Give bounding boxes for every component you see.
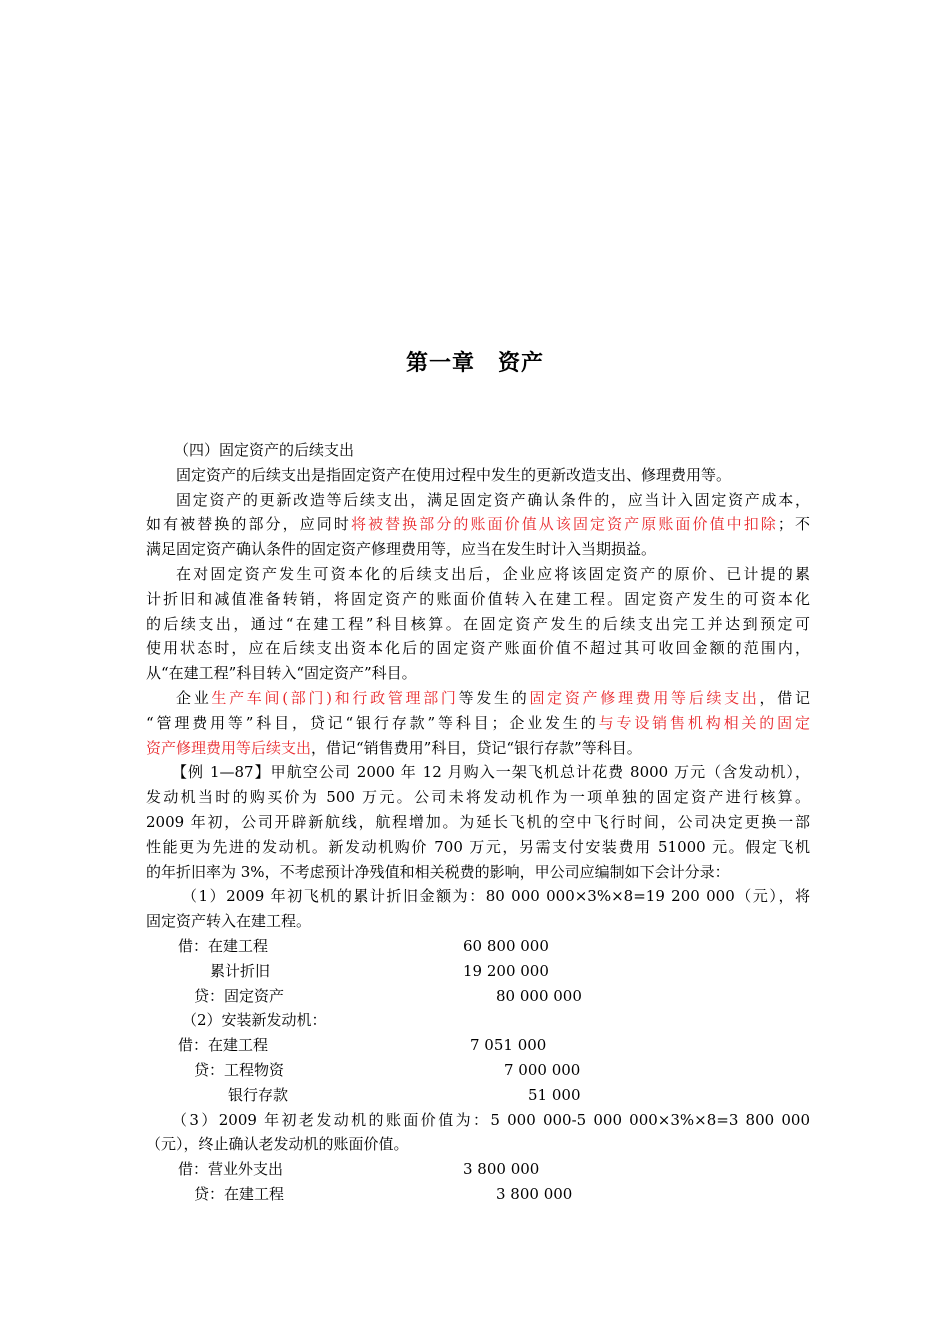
highlight-text: 生产车间(部门)和行政管理部门 — [211, 688, 459, 707]
highlight-text: 资产修理费用等后续支出 — [146, 738, 312, 757]
paragraph-2-line-3: 满足固定资产确认条件的固定资产修理费用等，应当在发生时计入当期损益。 — [146, 540, 657, 559]
paragraph-4-line-1: 企业生产车间(部门)和行政管理部门等发生的固定资产修理费用等后续支出，借记 — [176, 688, 810, 707]
paragraph-2-line-1: 固定资产的更新改造等后续支出，满足固定资产确认条件的，应当计入固定资产成本， — [176, 490, 810, 509]
example-line-4: 性能更为先进的发动机。新发动机购价 700 万元，另需支付安装费用 51000 元。假定飞机 — [146, 837, 810, 856]
journal-entry-row: 借：在建工程 60 800 000 — [178, 936, 549, 955]
paragraph-3-line-4: 使用状态时，应在后续支出资本化后的固定资产账面价值不超过其可收回金额的范围内， — [146, 639, 810, 658]
document-body — [146, 438, 810, 1207]
journal-entry-row: 银行存款 51 000 — [228, 1085, 581, 1104]
step-1-line-2: 固定资产转入在建工程。 — [146, 912, 312, 931]
example-line-2: 发动机当时的购买价为 500 万元。公司未将发动机作为一项单独的固定资产进行核算。 — [146, 788, 810, 807]
step-1-line-1: （1）2009 年初飞机的累计折旧金额为：80 000 000×3%×8=19 200 000（元），将 — [182, 887, 810, 906]
paragraph-1: 固定资产的后续支出是指固定资产在使用过程中发生的更新改造支出、修理费用等。 — [176, 465, 732, 484]
highlight-text: 与专设销售机构相关的固定 — [598, 713, 810, 732]
paragraph-4-line-3: 资产修理费用等后续支出，借记“销售费用”科目，贷记“银行存款”等科目。 — [146, 738, 642, 757]
highlight-text: 固定资产修理费用等后续支出 — [529, 688, 760, 707]
paragraph-3-line-2: 计折旧和减值准备转销，将固定资产的账面价值转入在建工程。固定资产发生的可资本化 — [146, 589, 810, 608]
example-line-5: 的年折旧率为 3%，不考虑预计净残值和相关税费的影响，甲公司应编制如下会计分录： — [146, 862, 730, 881]
paragraph-3-line-3: 的后续支出，通过“在建工程”科目核算。在固定资产发生的后续支出完工并达到预定可 — [146, 614, 810, 633]
highlight-text: 将被替换部分的账面价值从该固定资产原账面价值中扣除 — [350, 515, 778, 534]
section-heading: （四）固定资产的后续支出 — [174, 441, 355, 459]
example-line-1: 【例 1—87】甲航空公司 2000 年 12 月购入一架飞机总计花费 8000 万元（含发动机）， — [172, 763, 810, 782]
paragraph-2-line-2: 如有被替换的部分，应同时将被替换部分的账面价值从该固定资产原账面价值中扣除；不 — [146, 515, 810, 534]
journal-entry-row: 借：在建工程 7 051 000 — [178, 1036, 547, 1055]
example-line-3: 2009 年初，公司开辟新航线，航程增加。为延长飞机的空中飞行时间，公司决定更换一部 — [146, 812, 810, 831]
paragraph-4-line-2: “管理费用等”科目，贷记“银行存款”等科目；企业发生的与专设销售机构相关的固定 — [146, 713, 810, 732]
step-2-heading: （2）安装新发动机： — [182, 1011, 327, 1030]
journal-entry-row: 借：营业外支出 3 800 000 — [178, 1160, 540, 1179]
chapter-title: 第一章 资产 — [405, 351, 544, 376]
journal-entry-row: 贷：固定资产 80 000 000 — [194, 986, 582, 1005]
journal-entry-row: 贷：在建工程 3 800 000 — [194, 1184, 573, 1203]
paragraph-3-line-1: 在对固定资产发生可资本化的后续支出后，企业应将该固定资产的原价、已计提的累 — [176, 564, 810, 583]
step-3-line-1: （3）2009 年初老发动机的账面价值为：5 000 000-5 000 000×3%×8=3 800 000 — [172, 1110, 810, 1129]
paragraph-3-line-5: 从“在建工程”科目转入“固定资产”科目。 — [146, 664, 417, 683]
step-3-line-2: （元），终止确认老发动机的账面价值。 — [146, 1135, 409, 1154]
journal-entry-row: 贷：工程物资 7 000 000 — [194, 1060, 581, 1079]
journal-entry-row: 累计折旧 19 200 000 — [210, 961, 549, 980]
